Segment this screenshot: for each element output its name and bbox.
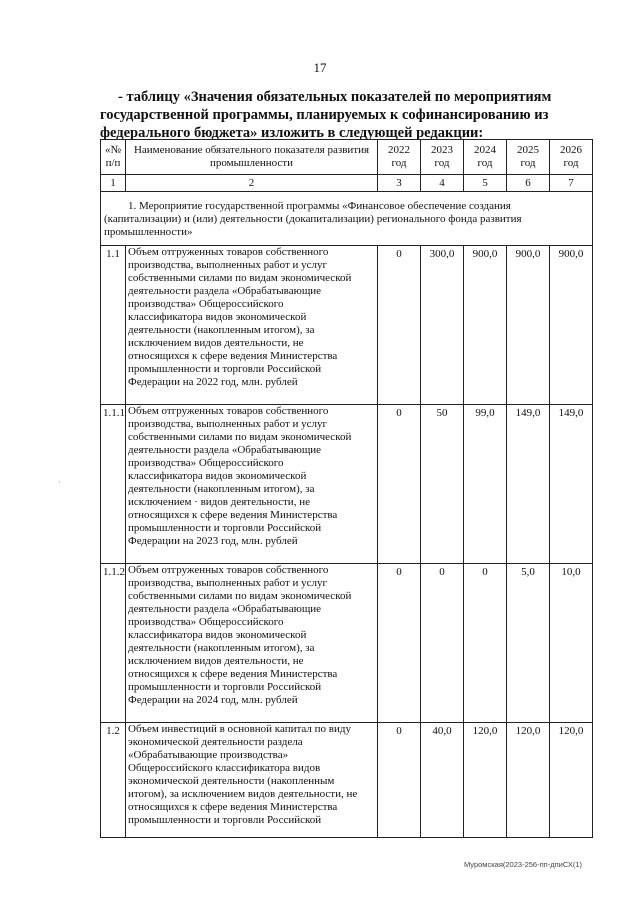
section-title: [101, 192, 593, 246]
intro-line: - таблицу «Значения обязательных показателей по мероприятиям: [118, 89, 552, 105]
name-line: производства, выполненных работ и услуг: [128, 577, 328, 589]
column-index: 5: [464, 175, 507, 192]
name-line: классификатора видов экономической: [128, 470, 307, 482]
value-2024: 0: [464, 564, 507, 723]
header-year-2023: 2023 год: [421, 140, 464, 175]
value-2023: 0: [421, 564, 464, 723]
column-index: 6: [507, 175, 550, 192]
name-line: Федерации на 2024 год, млн. рублей: [128, 694, 298, 706]
name-line: деятельности раздела «Обрабатывающие: [128, 444, 322, 456]
indicators-table: [100, 139, 593, 838]
name-line: исключением видов деятельности, не: [128, 337, 304, 349]
row-number: 1.1: [101, 246, 126, 405]
header-year-2024: 2024 год: [464, 140, 507, 175]
name-line: Федерации на 2022 год, млн. рублей: [128, 376, 298, 388]
document-footer-code: Муромская(2023-256-пп-дпиСХ(1): [463, 860, 582, 869]
value-2025: 149,0: [507, 405, 550, 564]
row-indicator-name: [126, 564, 378, 723]
name-line: экономической деятельности раздела: [128, 736, 303, 748]
section-line: промышленности»: [104, 226, 193, 238]
name-line: относящихся к сфере ведения Министерства: [128, 668, 338, 680]
name-line: производства» Общероссийского: [128, 616, 284, 628]
scan-mark: ·: [58, 478, 61, 487]
name-line: экономической деятельности (накопленным: [128, 775, 335, 787]
name-line: деятельности раздела «Обрабатывающие: [128, 285, 322, 297]
row-number: 1.2: [101, 723, 126, 838]
name-line: Федерации на 2023 год, млн. рублей: [128, 535, 298, 547]
table-row: [101, 723, 593, 838]
value-2025: 900,0: [507, 246, 550, 405]
table-header-row: [101, 140, 593, 175]
name-line: промышленности и торговли Российской: [128, 522, 322, 534]
page-number: 17: [313, 60, 327, 75]
value-2022: 0: [378, 723, 421, 838]
column-index: 4: [421, 175, 464, 192]
intro-line: государственной программы, планируемых к софинансированию из: [100, 107, 549, 123]
intro-line: федерального бюджета» изложить в следующей редакции:: [100, 125, 484, 141]
name-line: промышленности и торговли Российской: [128, 363, 322, 375]
name-line: классификатора видов экономической: [128, 629, 307, 641]
name-line: исключением · видов деятельности, не: [128, 496, 310, 508]
intro-paragraph: [100, 88, 584, 142]
name-line: производства, выполненных работ и услуг: [128, 259, 328, 271]
name-line: производства» Общероссийского: [128, 457, 284, 469]
row-number: 1.1.1: [101, 405, 126, 564]
section-line: 1. Мероприятие государственной программы «Финансовое обеспечение создания: [128, 200, 511, 212]
name-line: Объем отгруженных товаров собственного: [128, 564, 329, 576]
column-index: 3: [378, 175, 421, 192]
row-indicator-name: [126, 246, 378, 405]
name-line: «Обрабатывающие производства»: [128, 749, 289, 761]
name-line: промышленности и торговли Российской: [128, 814, 322, 826]
name-line: Объем отгруженных товаров собственного: [128, 246, 329, 258]
value-2023: 300,0: [421, 246, 464, 405]
name-line: производства» Общероссийского: [128, 298, 284, 310]
name-line: исключением видов деятельности, не: [128, 655, 304, 667]
name-line: Объем инвестиций в основной капитал по виду: [128, 723, 351, 735]
value-2026: 149,0: [550, 405, 593, 564]
name-line: производства, выполненных работ и услуг: [128, 418, 328, 430]
section-row: [101, 192, 593, 246]
table-row: [101, 405, 593, 564]
value-2022: 0: [378, 246, 421, 405]
name-line: классификатора видов экономической: [128, 311, 307, 323]
column-index: 7: [550, 175, 593, 192]
name-line: итогом), за исключением видов деятельности, не: [128, 788, 358, 800]
header-name: Наименование обязательного показателя развития промышленности: [126, 140, 378, 175]
value-2026: 900,0: [550, 246, 593, 405]
value-2026: 120,0: [550, 723, 593, 838]
value-2025: 5,0: [507, 564, 550, 723]
name-line: относящихся к сфере ведения Министерства: [128, 509, 338, 521]
name-line: Общероссийского классификатора видов: [128, 762, 321, 774]
name-line: деятельности (накопленным итогом), за: [128, 324, 315, 336]
name-line: собственными силами по видам экономической: [128, 431, 352, 443]
name-line: промышленности и торговли Российской: [128, 681, 322, 693]
value-2024: 120,0: [464, 723, 507, 838]
value-2023: 50: [421, 405, 464, 564]
column-index: 2: [126, 175, 378, 192]
header-year-2022: 2022 год: [378, 140, 421, 175]
name-line: деятельности (накопленным итогом), за: [128, 483, 315, 495]
value-2022: 0: [378, 564, 421, 723]
name-line: собственными силами по видам экономической: [128, 272, 352, 284]
header-year-2025: 2025 год: [507, 140, 550, 175]
value-2024: 99,0: [464, 405, 507, 564]
name-line: деятельности раздела «Обрабатывающие: [128, 603, 322, 615]
header-year-2026: 2026 год: [550, 140, 593, 175]
row-indicator-name: [126, 405, 378, 564]
name-line: Объем отгруженных товаров собственного: [128, 405, 329, 417]
header-num: «№ п/п: [101, 140, 126, 175]
value-2025: 120,0: [507, 723, 550, 838]
name-line: относящихся к сфере ведения Министерства: [128, 801, 338, 813]
value-2022: 0: [378, 405, 421, 564]
section-line: (капитализации) и (или) деятельности (докапитализации) регионального фонда развития: [104, 213, 522, 225]
column-index: 1: [101, 175, 126, 192]
column-index-row: [101, 175, 593, 192]
name-line: деятельности (накопленным итогом), за: [128, 642, 315, 654]
name-line: собственными силами по видам экономической: [128, 590, 352, 602]
row-number: 1.1.2: [101, 564, 126, 723]
table-row: [101, 564, 593, 723]
row-indicator-name: [126, 723, 378, 838]
value-2026: 10,0: [550, 564, 593, 723]
value-2023: 40,0: [421, 723, 464, 838]
name-line: относящихся к сфере ведения Министерства: [128, 350, 338, 362]
value-2024: 900,0: [464, 246, 507, 405]
table-row: [101, 246, 593, 405]
